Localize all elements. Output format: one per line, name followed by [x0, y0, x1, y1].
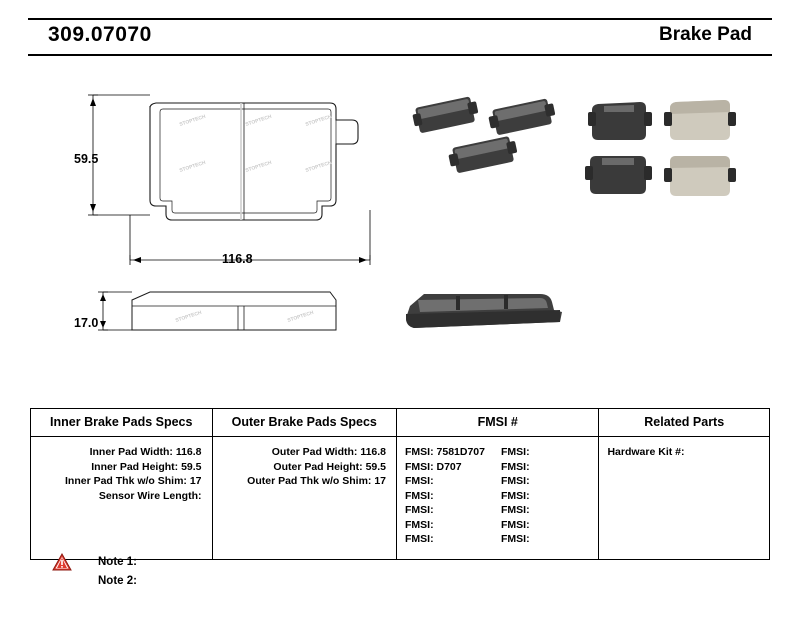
notes-section: [52, 552, 352, 590]
thickness-dimension-label: 17.0: [74, 316, 99, 330]
specs-table: [30, 408, 770, 560]
outer-specs-cell: [213, 437, 398, 559]
fmsi-line: FMSI:: [501, 475, 530, 487]
note-1-label: Note 1:: [98, 555, 137, 568]
column-header-related-parts: Related Parts: [644, 415, 725, 429]
height-dimension-label: 59.5: [74, 152, 99, 166]
width-dimension-label: 116.8: [222, 252, 253, 266]
header-top-rule: [28, 18, 772, 20]
page-title: Brake Pad: [659, 24, 752, 45]
inner-specs-cell: [31, 437, 213, 559]
fmsi-line: FMSI:: [405, 518, 434, 531]
fmsi-line: FMSI:: [405, 533, 434, 545]
warning-icon: [52, 553, 98, 571]
svg-text:STOPTECH: STOPTECH: [286, 309, 315, 324]
note-row: [52, 571, 352, 590]
outer-spec-line: Outer Pad Height: 59.5: [273, 460, 387, 473]
fmsi-column-right: [501, 445, 597, 547]
pad-side-view: [132, 292, 336, 330]
drawing-svg: [0, 60, 800, 390]
fmsi-line: FMSI:: [405, 504, 434, 516]
outer-spec-line: Outer Pad Thk w/o Shim: 17: [247, 475, 387, 487]
fmsi-line: FMSI:: [501, 533, 530, 545]
specs-table-header-row: [31, 409, 769, 437]
pad-photo-group-quad: [585, 100, 736, 196]
header-bottom-rule: [28, 54, 772, 56]
note-row: [52, 552, 352, 571]
svg-text:STOPTECH: STOPTECH: [304, 159, 333, 174]
fmsi-line: FMSI:: [501, 504, 530, 516]
inner-spec-line: Sensor Wire Length:: [98, 489, 202, 502]
fmsi-line: FMSI:: [501, 460, 530, 473]
part-number: 309.07070: [48, 23, 152, 46]
pad-photo-group-front: [411, 95, 557, 174]
svg-text:STOPTECH: STOPTECH: [244, 113, 273, 128]
note-2-label: Note 2:: [98, 574, 137, 587]
inner-spec-line: Inner Pad Width: 116.8: [89, 446, 202, 458]
related-parts-line: Hardware Kit #:: [607, 446, 685, 458]
fmsi-line: FMSI:: [501, 489, 530, 502]
inner-spec-line: Inner Pad Thk w/o Shim: 17: [64, 475, 202, 487]
svg-text:STOPTECH: STOPTECH: [244, 159, 273, 174]
svg-text:STOPTECH: STOPTECH: [178, 113, 207, 128]
fmsi-column-left: [405, 445, 501, 547]
outer-spec-line: Outer Pad Width: 116.8: [271, 446, 387, 458]
related-parts-cell: [599, 437, 769, 559]
svg-text:STOPTECH: STOPTECH: [178, 159, 207, 174]
svg-text:STOPTECH: STOPTECH: [174, 309, 203, 324]
column-header-inner-specs: Inner Brake Pads Specs: [31, 409, 213, 436]
fmsi-line: FMSI:: [501, 446, 530, 458]
fmsi-line: FMSI: 7581D707: [405, 446, 485, 458]
arrow-down: [90, 204, 96, 212]
technical-drawing-area: [0, 60, 800, 390]
fmsi-line: FMSI:: [501, 518, 530, 531]
pad-front-view: [150, 103, 358, 220]
arrow-up: [90, 98, 96, 106]
document-header: [28, 18, 772, 56]
column-header-fmsi: FMSI #: [397, 409, 599, 436]
fmsi-line: FMSI: D707: [405, 460, 462, 473]
fmsi-line: FMSI:: [405, 489, 434, 502]
svg-text:STOPTECH: STOPTECH: [304, 113, 333, 128]
pad-photo-single: [406, 294, 562, 328]
inner-spec-line: Inner Pad Height: 59.5: [91, 460, 202, 473]
fmsi-line: FMSI:: [405, 475, 434, 487]
specs-table-body-row: [31, 437, 769, 559]
column-header-outer-specs: Outer Brake Pads Specs: [213, 409, 398, 436]
fmsi-cell: [397, 437, 599, 559]
